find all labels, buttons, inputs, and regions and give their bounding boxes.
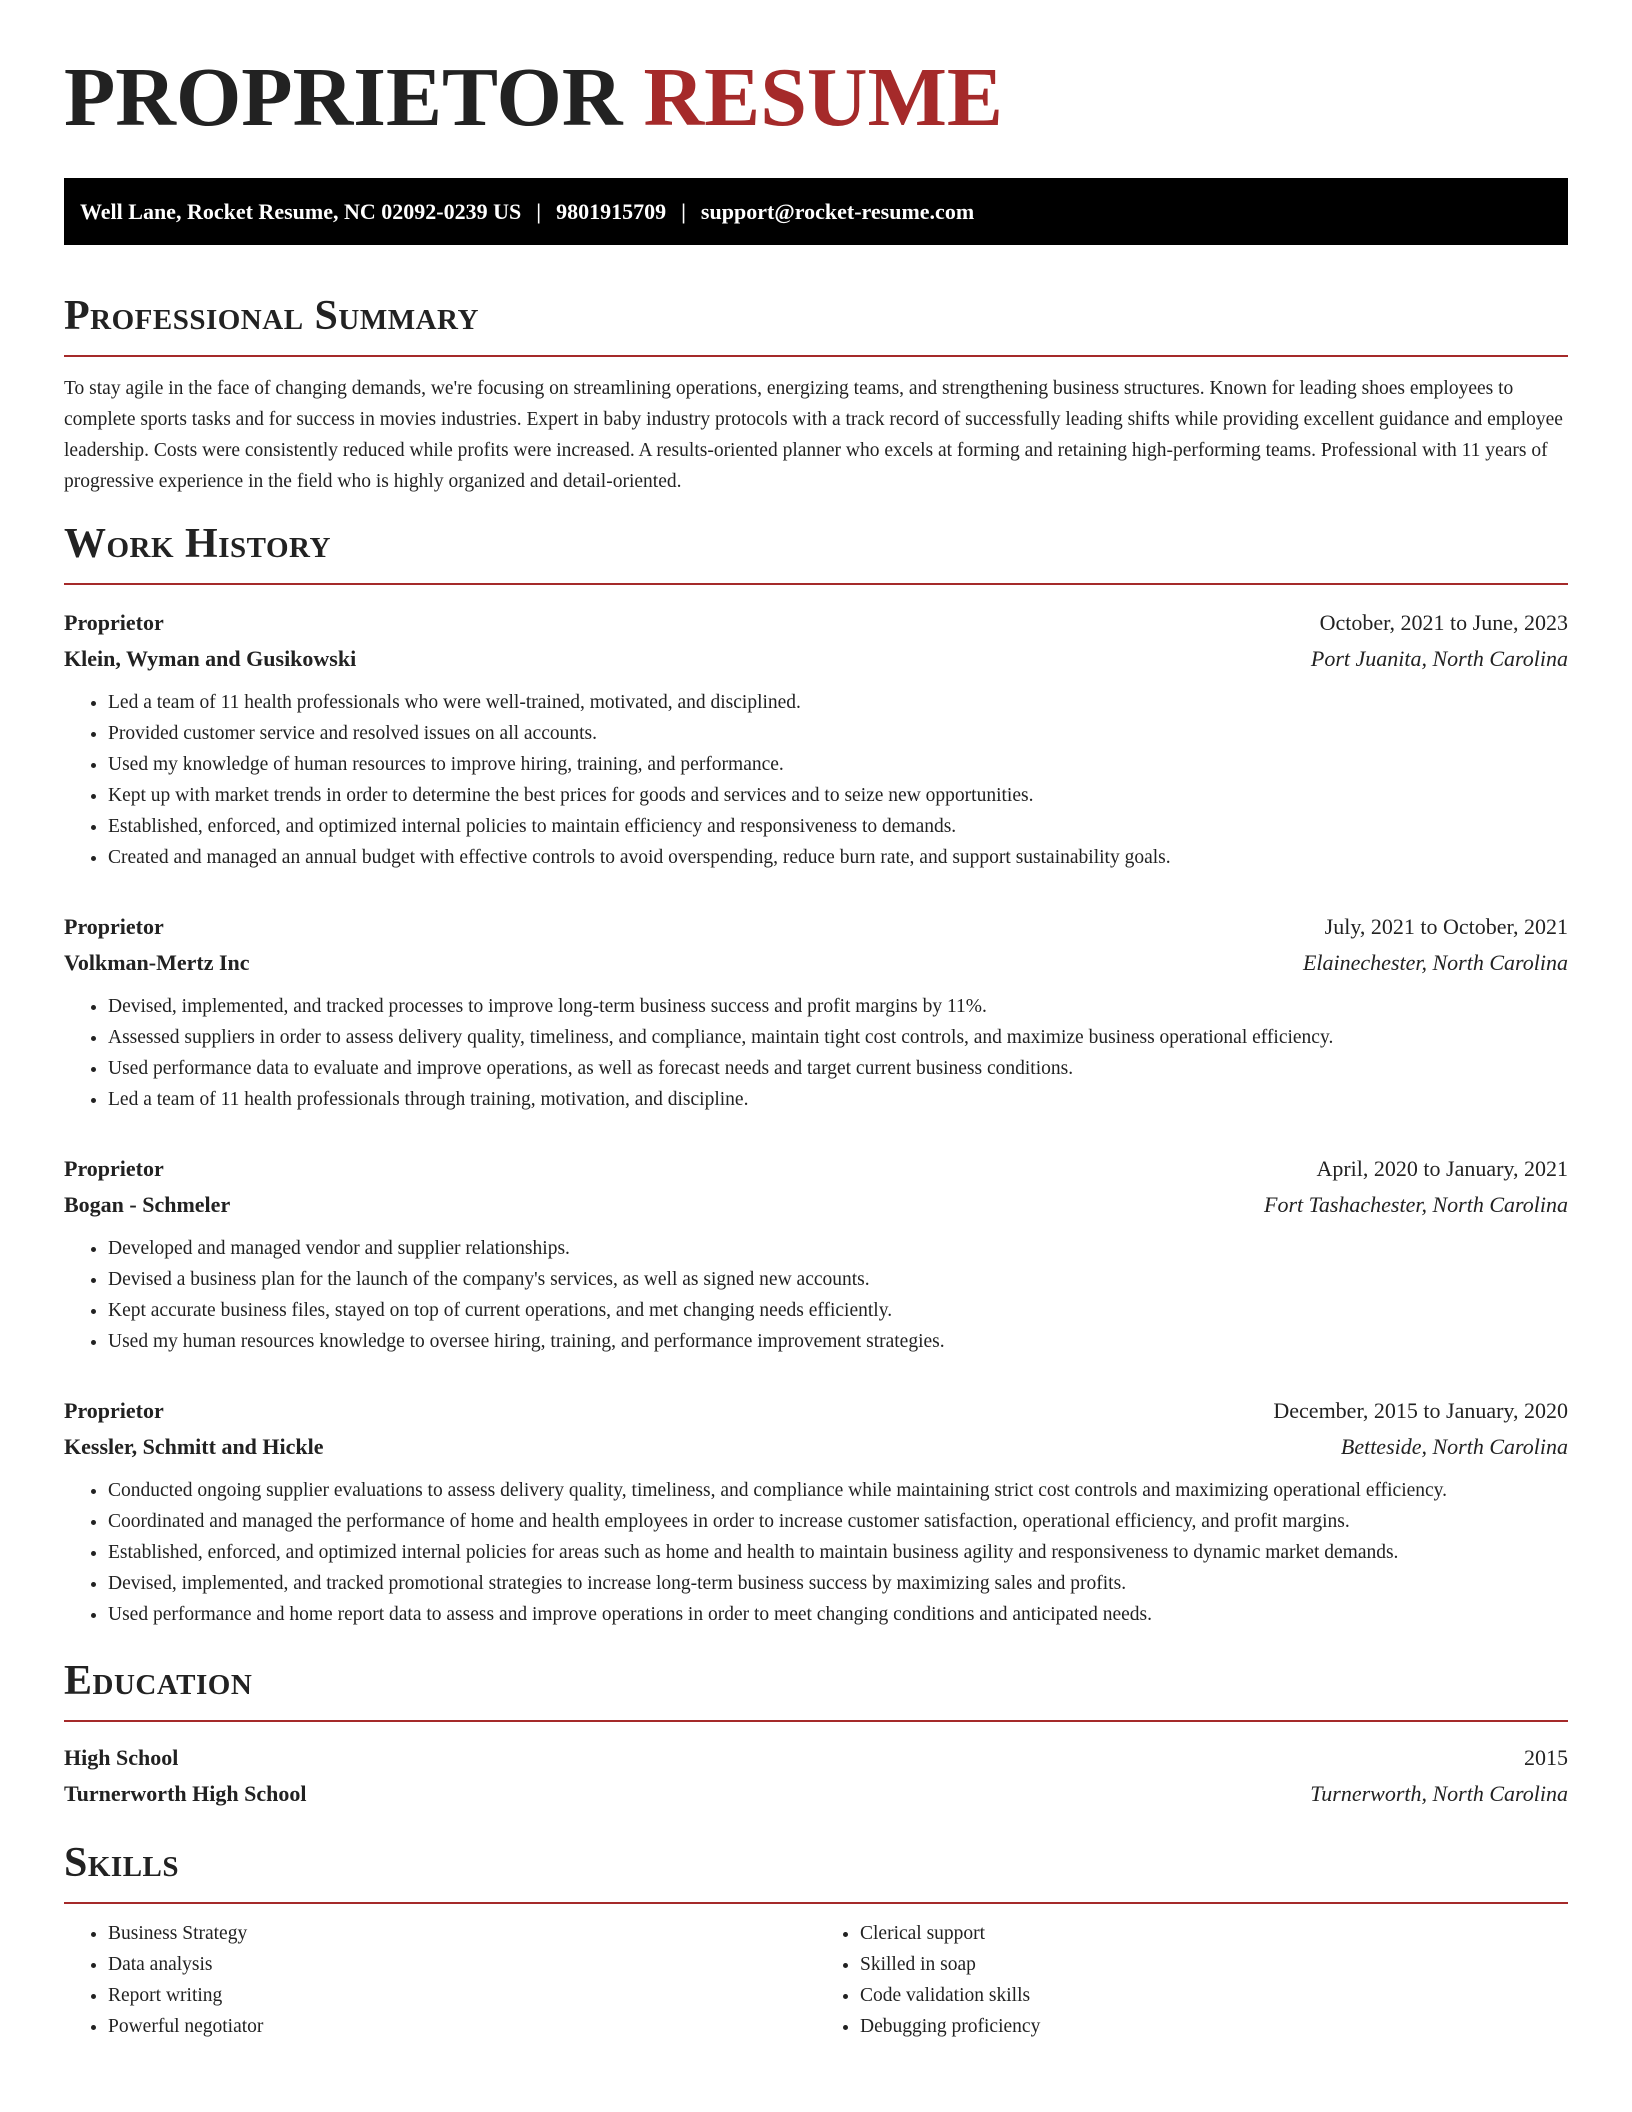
- section-divider: [64, 583, 1568, 585]
- job-bullet: • Created and managed an annual budget with effective controls to avoid overspending, reduce burn rate, and support sustainability goals.: [108, 842, 1568, 873]
- section-heading-skills: Skills: [64, 1840, 180, 1886]
- skills-columns: [64, 1918, 1568, 2042]
- education-location: Turnerworth, North Carolina: [1310, 1781, 1568, 1806]
- skill-item: • Skilled in soap: [860, 1949, 1568, 1980]
- job-bullet: • Developed and managed vendor and supplier relationships.: [108, 1233, 1568, 1264]
- skills-list-left: [64, 1918, 816, 2042]
- section-divider: [64, 1720, 1568, 1722]
- job-title: Proprietor: [64, 1398, 164, 1423]
- job-entry: [64, 1393, 1568, 1630]
- job-company: Klein, Wyman and Gusikowski: [64, 646, 357, 671]
- job-bullet: • Kept up with market trends in order to determine the best prices for goods and services and to seize new opportunities.: [108, 780, 1568, 811]
- job-bullet: • Led a team of 11 health professionals through training, motivation, and discipline.: [108, 1084, 1568, 1115]
- job-bullet: • Established, enforced, and optimized internal policies for areas such as home and health to maintain business agility and responsiveness to dynamic market demands.: [108, 1537, 1568, 1568]
- title-accent: RESUME: [643, 51, 1003, 144]
- job-location: Port Juanita, North Carolina: [1310, 646, 1568, 671]
- job-dates: July, 2021 to October, 2021: [1324, 914, 1568, 939]
- job-bullet: • Established, enforced, and optimized internal policies to maintain efficiency and responsiveness to demands.: [108, 811, 1568, 842]
- contact-email: support@rocket-resume.com: [700, 198, 975, 224]
- education-section: [64, 1660, 1568, 1812]
- contact-separator: |: [536, 198, 542, 224]
- contact-separator: |: [681, 198, 686, 224]
- work-history-section: [64, 523, 1568, 1630]
- job-bullet: • Provided customer service and resolved issues on all accounts.: [108, 718, 1568, 749]
- education-entry: [64, 1740, 1568, 1812]
- contact-bar: [64, 178, 1568, 245]
- job-company-row: [64, 1187, 1568, 1223]
- job-bullet: • Used performance and home report data to assess and improve operations in order to meet changing conditions and anticipated needs.: [108, 1599, 1568, 1630]
- skill-item: • Clerical support: [860, 1918, 1568, 1949]
- job-title-row: [64, 1151, 1568, 1187]
- skill-item: • Code validation skills: [860, 1980, 1568, 2011]
- summary-text: To stay agile in the face of changing demands, we're focusing on streamlining operations, energizing teams, and strengthening business structures. Known for leading shoes employees to complete sports tasks and for success in movies industries. Expert in baby industry protocols with a track record of successfully leading shifts while providing excellent guidance and employee leadership. Costs were consistently reduced while profits were increased. A results-oriented planner who excels at forming and retaining high-performing teams. Professional with 11 years of progressive experience in the field who is highly organized and detail-oriented.: [64, 378, 1563, 492]
- job-location: Elainechester, North Carolina: [1302, 950, 1568, 975]
- education-degree-row: [64, 1740, 1568, 1776]
- job-title-row: [64, 1393, 1568, 1429]
- job-company-row: [64, 641, 1568, 677]
- job-bullet-list: [64, 991, 1568, 1115]
- job-company: Volkman-Mertz Inc: [64, 950, 250, 975]
- education-degree: High School: [64, 1745, 179, 1770]
- skill-item: • Data analysis: [108, 1949, 816, 1980]
- job-company-row: [64, 945, 1568, 981]
- job-location: Betteside, North Carolina: [1340, 1434, 1568, 1459]
- job-title: Proprietor: [64, 914, 164, 939]
- title-main: PROPRIETOR: [64, 51, 623, 144]
- job-bullet-list: [64, 1233, 1568, 1357]
- job-bullet: • Used performance data to evaluate and improve operations, as well as forecast needs and target current business conditions.: [108, 1053, 1568, 1084]
- job-dates: December, 2015 to January, 2020: [1273, 1398, 1568, 1423]
- job-entry: [64, 909, 1568, 1115]
- job-location: Fort Tashachester, North Carolina: [1264, 1192, 1568, 1217]
- contact-address: Well Lane, Rocket Resume, NC 02092-0239 US: [80, 198, 522, 224]
- job-bullet: • Coordinated and managed the performance of home and health employees in order to increase customer satisfaction, operational efficiency, and profit margins.: [108, 1506, 1568, 1537]
- job-bullet-list: [64, 687, 1568, 873]
- section-divider: [64, 1902, 1568, 1904]
- resume-title: [64, 51, 1568, 144]
- job-entry: [64, 1151, 1568, 1357]
- job-company: Kessler, Schmitt and Hickle: [64, 1434, 324, 1459]
- section-heading-education: Education: [64, 1658, 253, 1704]
- section-divider: [64, 355, 1568, 357]
- job-title-row: [64, 909, 1568, 945]
- job-company: Bogan - Schmeler: [64, 1192, 231, 1217]
- job-bullet: • Kept accurate business files, stayed on top of current operations, and met changing needs efficiently.: [108, 1295, 1568, 1326]
- job-title: Proprietor: [64, 610, 164, 635]
- job-bullet: • Used my human resources knowledge to oversee hiring, training, and performance improvement strategies.: [108, 1326, 1568, 1357]
- section-heading-work-history: Work History: [64, 521, 331, 567]
- skill-item: • Business Strategy: [108, 1918, 816, 1949]
- job-company-row: [64, 1429, 1568, 1465]
- summary-section: [64, 295, 1568, 497]
- job-bullet: • Devised a business plan for the launch of the company's services, as well as signed new accounts.: [108, 1264, 1568, 1295]
- job-bullet: • Devised, implemented, and tracked promotional strategies to increase long-term business success by maximizing sales and profits.: [108, 1568, 1568, 1599]
- job-bullet: • Assessed suppliers in order to assess delivery quality, timeliness, and compliance, maintain tight cost controls, and maximize business operational efficiency.: [108, 1022, 1568, 1053]
- job-bullet: • Used my knowledge of human resources to improve hiring, training, and performance.: [108, 749, 1568, 780]
- education-year: 2015: [1524, 1745, 1568, 1770]
- job-entry: [64, 605, 1568, 873]
- education-school-row: [64, 1776, 1568, 1812]
- section-heading-summary: Professional Summary: [64, 293, 479, 339]
- education-school: Turnerworth High School: [64, 1781, 307, 1806]
- job-title-row: [64, 605, 1568, 641]
- skill-item: • Report writing: [108, 1980, 816, 2011]
- job-bullet-list: [64, 1475, 1568, 1630]
- job-bullet: • Devised, implemented, and tracked processes to improve long-term business success and profit margins by 11%.: [108, 991, 1568, 1022]
- contact-phone: 9801915709: [556, 198, 667, 224]
- skill-item: • Powerful negotiator: [108, 2011, 816, 2042]
- skill-item: • Debugging proficiency: [860, 2011, 1568, 2042]
- skills-section: [64, 1842, 1568, 2042]
- skills-list-right: [816, 1918, 1568, 2042]
- job-dates: October, 2021 to June, 2023: [1319, 610, 1568, 635]
- job-dates: April, 2020 to January, 2021: [1316, 1156, 1568, 1181]
- job-title: Proprietor: [64, 1156, 164, 1181]
- job-bullet: • Led a team of 11 health professionals who were well-trained, motivated, and disciplined.: [108, 687, 1568, 718]
- job-bullet: • Conducted ongoing supplier evaluations to assess delivery quality, timeliness, and compliance while maintaining strict cost controls and maximizing operational efficiency.: [108, 1475, 1568, 1506]
